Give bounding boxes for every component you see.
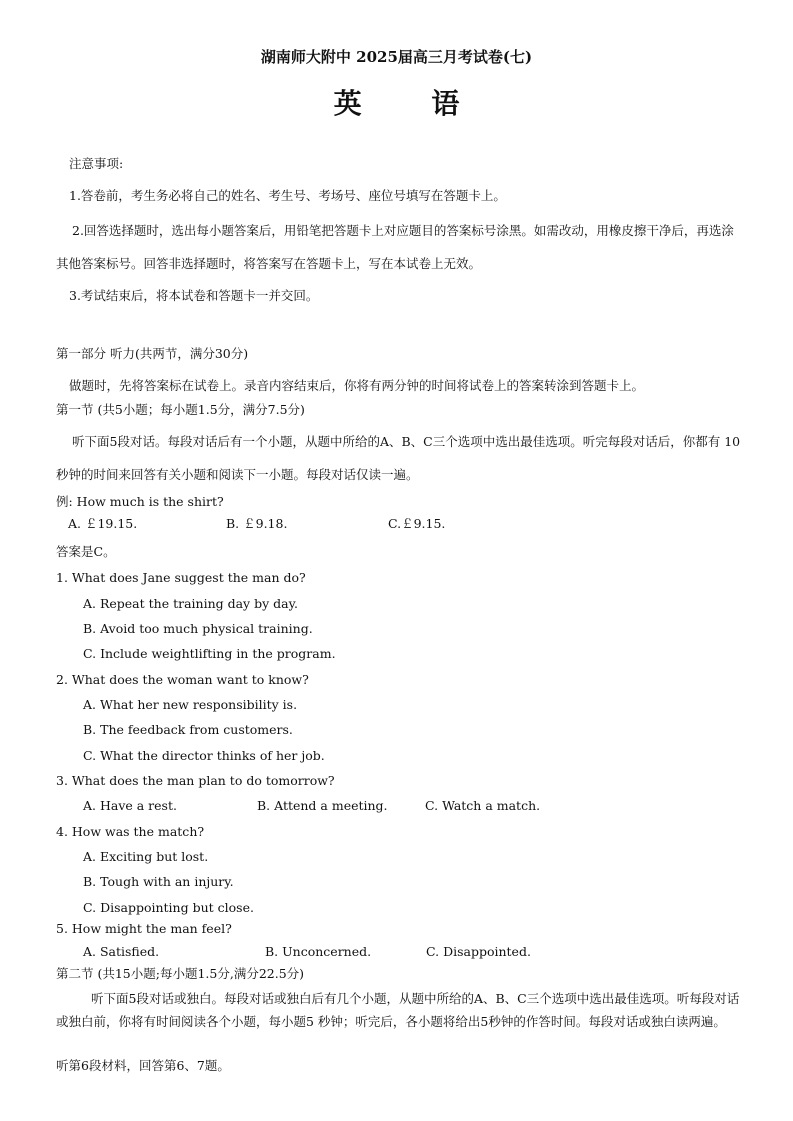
note-item-1: 1.答卷前，考生务必将自己的姓名、考生号、考场号、座位号填写在答题卡上。 — [69, 188, 506, 203]
q5-option-c: C. Disappointed. — [426, 944, 531, 959]
subject-title: 英 语 — [333, 87, 490, 120]
example-question: 例: How much is the shirt? — [56, 494, 224, 509]
example-option-c: C.￡9.15. — [388, 516, 446, 531]
q1-option-a: A. Repeat the training day by day. — [83, 596, 298, 611]
question-5: 5. How might the man feel? — [56, 921, 232, 936]
q3-option-b: B. Attend a meeting. — [257, 798, 388, 813]
question-1: 1. What does Jane suggest the man do? — [56, 570, 306, 585]
section1-instruction: 听下面5段对话。每段对话后有一个小题，从题中所给的A、B、C三个选项中选出最佳选项。听完每段对话后，你都有 10秒钟的时间来回答有关小题和阅读下一小题。每段对话仅读一遍。 — [56, 434, 741, 482]
question-4: 4. How was the match? — [56, 824, 205, 839]
example-answer: 答案是C。 — [56, 544, 116, 559]
question-3: 3. What does the man plan to do tomorrow? — [56, 773, 335, 788]
q1-option-b: B. Avoid too much physical training. — [83, 621, 313, 636]
exam-title: 湖南师大附中 2025届高三月考试卷(七) — [260, 48, 533, 66]
q3-option-a: A. Have a rest. — [83, 798, 177, 813]
section2-heading: 第二节 (共15小题;每小题1.5分,满分22.5分) — [56, 966, 305, 981]
q1-option-c: C. Include weightlifting in the program. — [83, 646, 336, 661]
notes-heading: 注意事项: — [69, 156, 124, 171]
q3-option-c: C. Watch a match. — [425, 798, 541, 813]
section2-instruction: 听下面5段对话或独白。每段对话或独白后有几个小题，从题中所给的A、B、C三个选项中选出最佳选项。听每段对话或独白前，你将有时间阅读各个小题，每小题5 秒钟；听完后，各小题将给出5秒钟的作答时间。每段对话或独白读两遍。 — [56, 991, 740, 1029]
q5-option-b: B. Unconcerned. — [265, 944, 372, 959]
q2-option-b: B. The feedback from customers. — [83, 722, 293, 737]
q4-option-b: B. Tough with an injury. — [83, 874, 234, 889]
note-item-2: 2.回答选择题时，选出每小题答案后，用铅笔把答题卡上对应题目的答案标号涂黑。如需改动，用橡皮擦干净后，再选涂其他答案标号。回答非选择题时，将答案写在答题卡上，写在本试卷上无效。 — [56, 223, 734, 271]
note-item-3: 3.考试结束后，将本试卷和答题卡一并交回。 — [69, 288, 319, 303]
question-2: 2. What does the woman want to know? — [56, 672, 309, 687]
q5-option-a: A. Satisfied. — [83, 944, 160, 959]
material-6-heading: 听第6段材料，回答第6、7题。 — [56, 1058, 230, 1073]
part1-instruction: 做题时，先将答案标在试卷上。录音内容结束后，你将有两分钟的时间将试卷上的答案转涂到答题卡上。 — [69, 378, 645, 393]
q4-option-c: C. Disappointing but close. — [83, 900, 254, 915]
example-option-a: A. ￡19.15. — [68, 516, 138, 531]
part1-heading: 第一部分 听力(共两节，满分30分) — [56, 346, 249, 361]
example-option-b: B. ￡9.18. — [226, 516, 288, 531]
q2-option-a: A. What her new responsibility is. — [83, 697, 298, 712]
section1-heading: 第一节 (共5小题；每小题1.5分，满分7.5分) — [56, 402, 305, 417]
q4-option-a: A. Exciting but lost. — [83, 849, 209, 864]
q2-option-c: C. What the director thinks of her job. — [83, 748, 325, 763]
